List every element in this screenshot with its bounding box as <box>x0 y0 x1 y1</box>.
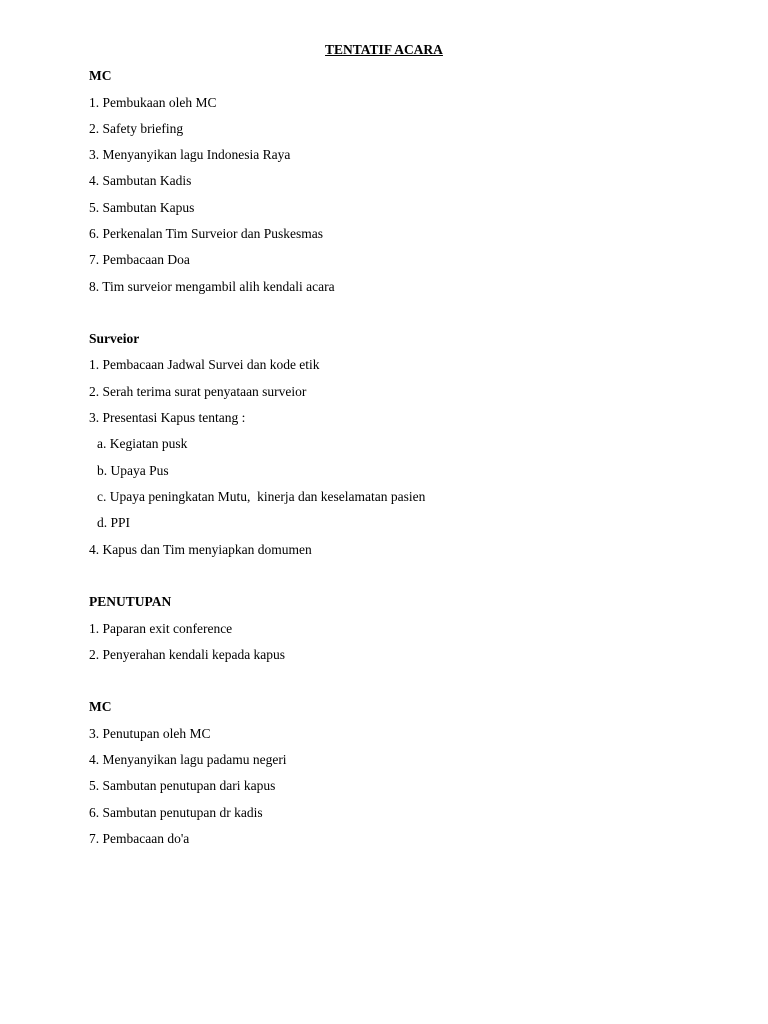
section-heading-surveior: Surveior <box>89 331 140 346</box>
list-item: 3. Presentasi Kapus tentang : <box>89 410 246 425</box>
sub-list-item: d. PPI <box>97 515 131 530</box>
list-item: 3. Menyanyikan lagu Indonesia Raya <box>89 147 291 162</box>
list-item: 4. Menyanyikan lagu padamu negeri <box>89 752 287 767</box>
list-item: 1. Paparan exit conference <box>89 621 233 636</box>
list-item: 2. Serah terima surat penyataan surveior <box>89 384 307 399</box>
list-item: 4. Sambutan Kadis <box>89 173 192 188</box>
section-heading-penutupan: PENUTUPAN <box>89 594 172 609</box>
section-heading-mc-closing: MC <box>89 699 112 714</box>
list-item: 5. Sambutan penutupan dari kapus <box>89 778 276 793</box>
list-item: 6. Sambutan penutupan dr kadis <box>89 805 263 820</box>
list-item: 7. Pembacaan Doa <box>89 252 190 267</box>
list-item: 3. Penutupan oleh MC <box>89 726 211 741</box>
document-title: TENTATIF ACARA <box>325 42 443 57</box>
list-item: 1. Pembacaan Jadwal Survei dan kode etik <box>89 357 320 372</box>
list-item: 2. Penyerahan kendali kepada kapus <box>89 647 286 662</box>
list-item: 6. Perkenalan Tim Surveior dan Puskesmas <box>89 226 323 241</box>
list-item: 4. Kapus dan Tim menyiapkan domumen <box>89 542 312 557</box>
sub-list-item: a. Kegiatan pusk <box>97 436 188 451</box>
list-item: 5. Sambutan Kapus <box>89 200 195 215</box>
sub-list-item: c. Upaya peningkatan Mutu, kinerja dan keselamatan pasien <box>97 489 426 504</box>
sub-list-item: b. Upaya Pus <box>97 463 169 478</box>
list-item: 8. Tim surveior mengambil alih kendali acara <box>89 279 335 294</box>
list-item: 7. Pembacaan do'a <box>89 831 190 846</box>
section-heading-mc: MC <box>89 68 112 83</box>
list-item: 2. Safety briefing <box>89 121 184 136</box>
list-item: 1. Pembukaan oleh MC <box>89 95 217 110</box>
